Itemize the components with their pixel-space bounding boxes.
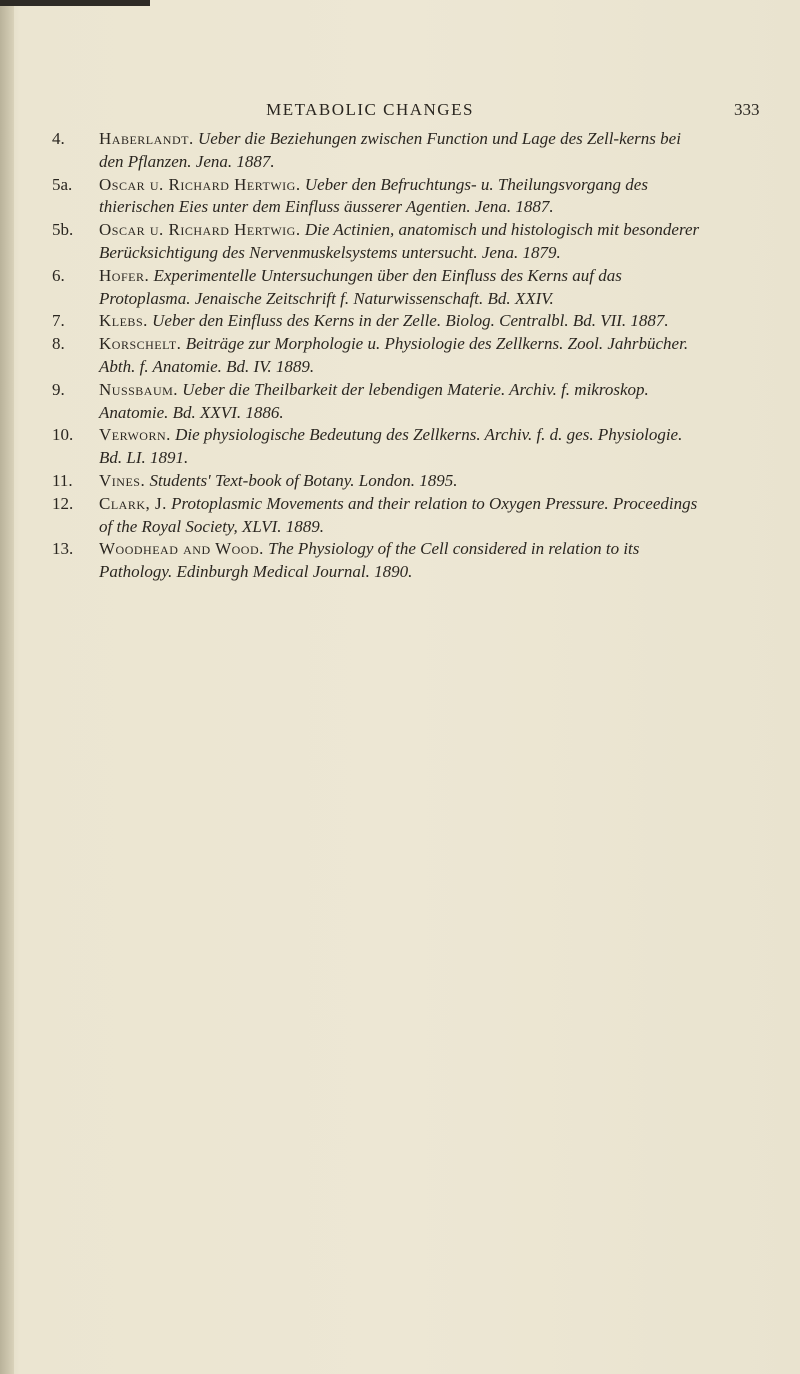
entry-author: Hofer.	[99, 265, 150, 285]
entry-author: Nussbaum.	[99, 379, 179, 399]
entry-citation: Beiträge zur Morphologie u. Physiologie des Zellkerns. Zool. Jahrbücher. Abth. f. Anatomie. Bd. IV. 1889.	[99, 334, 689, 376]
reference-entry	[52, 128, 702, 174]
entry-citation: Ueber den Einfluss des Kerns in der Zelle. Biolog. Centralbl. Bd. VII. 1887.	[152, 311, 669, 331]
reference-list	[52, 128, 702, 584]
running-head	[0, 100, 800, 124]
page-top-edge	[0, 0, 150, 6]
entry-number: 13.	[52, 539, 74, 559]
entry-author: Vines.	[99, 470, 146, 490]
reference-entry	[52, 333, 702, 379]
entry-number: 6.	[52, 265, 65, 285]
reference-entry	[52, 379, 702, 425]
entry-author: Oscar u. Richard Hertwig.	[99, 174, 301, 194]
reference-entry	[52, 219, 702, 265]
entry-citation: Protoplasmic Movements and their relation to Oxygen Pressure. Proceedings of the Royal Society, XLVI. 1889.	[99, 493, 698, 536]
reference-entry	[52, 538, 702, 584]
entry-author: Klebs.	[99, 311, 148, 331]
entry-author: Haberlandt.	[99, 129, 194, 148]
entry-author: Verworn.	[99, 425, 171, 445]
entry-number: 5a.	[52, 174, 73, 194]
running-title: METABOLIC CHANGES	[266, 100, 474, 119]
entry-number: 10.	[52, 425, 74, 445]
entry-citation: The Physiology of the Cell considered in relation to its Pathology. Edinburgh Medical Journal. 1890.	[99, 539, 640, 582]
entry-citation: Die Actinien, anatomisch und histologisch mit besonderer Berücksichtigung des Nervenmuskelsystems untersucht. Jena. 1879.	[99, 220, 700, 262]
page-number: 333	[734, 100, 760, 119]
entry-citation: Die physiologische Bedeutung des Zellkerns. Archiv. f. d. ges. Physiologie. Bd. LI. 1891.	[99, 425, 683, 468]
entry-number: 12.	[52, 493, 74, 513]
entry-number: 7.	[52, 311, 65, 331]
reference-entry	[52, 493, 702, 539]
entry-author: Oscar u. Richard Hertwig.	[99, 220, 301, 240]
reference-entry	[52, 174, 702, 220]
entry-author: Clark, J.	[99, 493, 167, 513]
entry-citation: Ueber die Theilbarkeit der lebendigen Materie. Archiv. f. mikroskop. Anatomie. Bd. XXVI. 1886.	[99, 379, 649, 422]
entry-citation: Students' Text-book of Botany. London. 1895.	[149, 470, 458, 490]
entry-citation: Experimentelle Untersuchungen über den Einfluss des Kerns auf das Protoplasma. Jenaische Zeitschrift f. Naturwissenschaft. Bd. XXIV.	[99, 265, 622, 308]
entry-number: 8.	[52, 334, 65, 354]
entry-author: Korschelt.	[99, 334, 182, 354]
reference-entry	[52, 470, 702, 493]
entry-number: 5b.	[52, 220, 74, 240]
reference-entry	[52, 265, 702, 311]
entry-citation: Ueber den Befruchtungs- u. Theilungsvorgang des thierischen Eies unter dem Einfluss äusserer Agentien. Jena. 1887.	[99, 174, 648, 217]
entry-author: Woodhead and Wood.	[99, 539, 264, 559]
entry-number: 4.	[52, 129, 65, 148]
entry-citation: Ueber die Beziehungen zwischen Function und Lage des Zell-kerns bei den Pflanzen. Jena. 1887.	[99, 129, 681, 171]
entry-number: 11.	[52, 470, 73, 490]
reference-entry	[52, 424, 702, 470]
entry-number: 9.	[52, 379, 65, 399]
page-binding-shadow	[0, 0, 14, 1374]
reference-entry	[52, 310, 702, 333]
